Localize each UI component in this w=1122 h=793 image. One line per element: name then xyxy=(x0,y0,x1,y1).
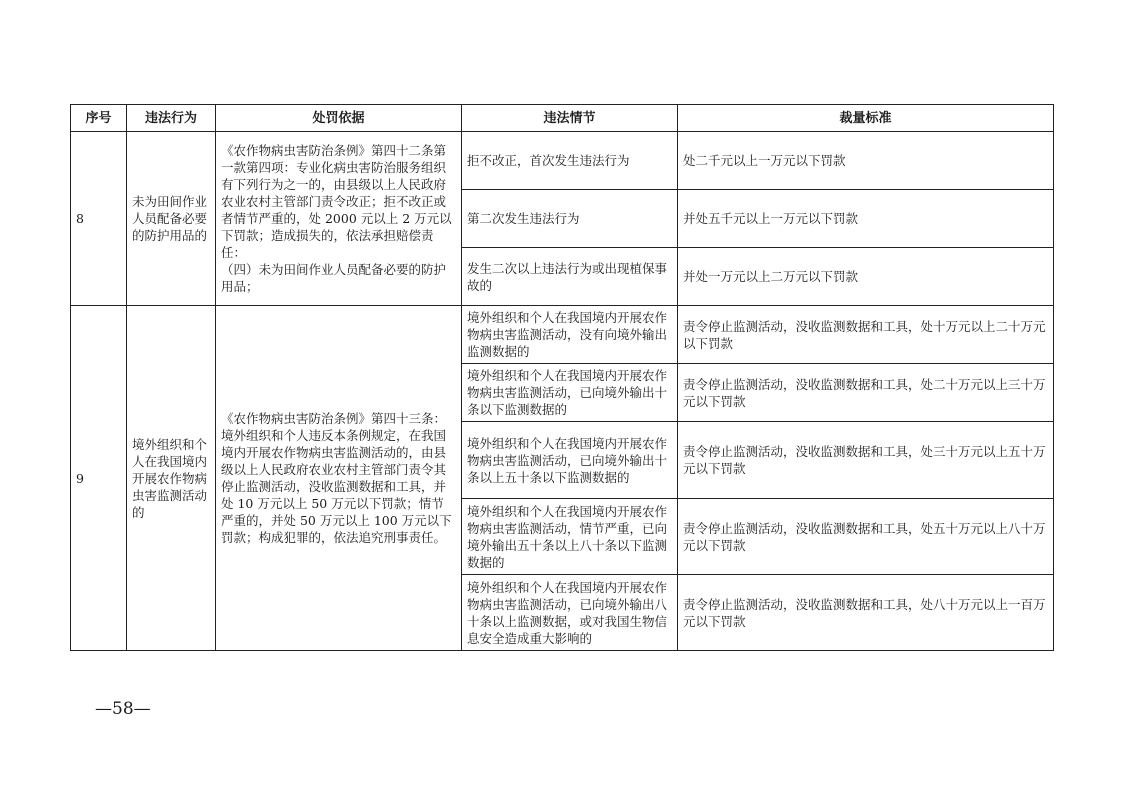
header-serial-number: 序号 xyxy=(71,105,127,132)
row-penalty-basis xyxy=(216,132,462,306)
row-standard: 并处五千元以上一万元以下罚款 xyxy=(678,190,1054,248)
page-number: —58— xyxy=(95,699,151,719)
table-row xyxy=(71,306,1054,364)
basis-main-text: 《农作物病虫害防治条例》第四十二条第一款第四项：专业化病虫害防治服务组织有下列行为之一的，由县级以上人民政府农业农村主管部门责令改正；拒不改正或者情节严重的，处 2000 元以上 2 万元以下罚款；造成损失的，依法承担赔偿责任： xyxy=(221,143,452,260)
penalty-standards-table xyxy=(70,104,1054,651)
table-row xyxy=(71,132,1054,190)
row-circumstance: 境外组织和个人在我国境内开展农作物病虫害监测活动，已向境外输出十条以下监测数据的 xyxy=(462,364,678,422)
row-circumstance: 境外组织和个人在我国境内开展农作物病虫害监测活动，已向境外输出十条以上五十条以下监测数据的 xyxy=(462,422,678,499)
row-circumstance: 拒不改正，首次发生违法行为 xyxy=(462,132,678,190)
row-circumstance: 境外组织和个人在我国境内开展农作物病虫害监测活动，已向境外输出八十条以上监测数据，或对我国生物信息安全造成重大影响的 xyxy=(462,575,678,651)
row-circumstance: 境外组织和个人在我国境内开展农作物病虫害监测活动，没有向境外输出监测数据的 xyxy=(462,306,678,364)
row-penalty-basis: 《农作物病虫害防治条例》第四十三条：境外组织和个人违反本条例规定，在我国境内开展农作物病虫害监测活动的，由县级以上人民政府农业农村主管部门责令其停止监测活动，没收监测数据和工具，并处 10 万元以上 50 万元以下罚款；情节严重的，并处 50 万元以上 100 万元以下罚款；构成犯罪的，依法追究刑事责任。 xyxy=(216,306,462,651)
row-standard: 责令停止监测活动，没收监测数据和工具，处三十万元以上五十万元以下罚款 xyxy=(678,422,1054,499)
row-violation: 未为田间作业人员配备必要的防护用品的 xyxy=(127,132,216,306)
header-violation: 违法行为 xyxy=(127,105,216,132)
header-discretion-standard: 裁量标准 xyxy=(678,105,1054,132)
row-serial-number: 8 xyxy=(71,132,127,306)
row-serial-number: 9 xyxy=(71,306,127,651)
row-violation: 境外组织和个人在我国境内开展农作物病虫害监测活动的 xyxy=(127,306,216,651)
header-penalty-basis: 处罚依据 xyxy=(216,105,462,132)
row-standard: 责令停止监测活动，没收监测数据和工具，处十万元以上二十万元以下罚款 xyxy=(678,306,1054,364)
header-circumstance: 违法情节 xyxy=(462,105,678,132)
table-header-row xyxy=(71,105,1054,132)
row-standard: 责令停止监测活动，没收监测数据和工具，处二十万元以上三十万元以下罚款 xyxy=(678,364,1054,422)
basis-item-text: （四）未为田间作业人员配备必要的防护用品； xyxy=(221,262,447,294)
row-standard: 责令停止监测活动，没收监测数据和工具，处八十万元以上一百万元以下罚款 xyxy=(678,575,1054,651)
row-standard: 责令停止监测活动，没收监测数据和工具，处五十万元以上八十万元以下罚款 xyxy=(678,499,1054,575)
row-circumstance: 第二次发生违法行为 xyxy=(462,190,678,248)
row-standard: 处二千元以上一万元以下罚款 xyxy=(678,132,1054,190)
row-circumstance: 发生二次以上违法行为或出现植保事故的 xyxy=(462,248,678,306)
row-circumstance: 境外组织和个人在我国境内开展农作物病虫害监测活动，情节严重，已向境外输出五十条以上八十条以下监测数据的 xyxy=(462,499,678,575)
row-standard: 并处一万元以上二万元以下罚款 xyxy=(678,248,1054,306)
